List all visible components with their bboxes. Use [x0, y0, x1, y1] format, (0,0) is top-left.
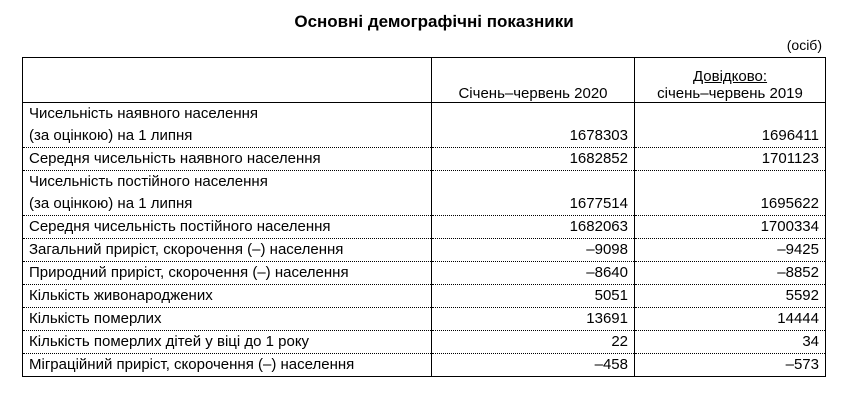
table-row: [23, 308, 826, 331]
value-2019: 34: [635, 331, 826, 354]
value-2020: 13691: [432, 308, 635, 331]
units-label: (осіб): [786, 37, 822, 53]
table-row: [23, 354, 826, 377]
value-2019: –573: [635, 354, 826, 377]
header-indicator: [23, 58, 432, 103]
row-label-line2: (за оцінкою) на 1 липня: [29, 127, 193, 144]
value-2019: 1695622: [635, 171, 826, 216]
table-row: [23, 262, 826, 285]
value-2019: 1696411: [635, 103, 826, 148]
document-title: Основні демографічні показники: [294, 12, 574, 31]
value-2020: –8640: [432, 262, 635, 285]
header-2019-reference-label: Довідково:: [692, 68, 768, 85]
row-label: Міграційний приріст, скорочення (–) населення: [23, 354, 432, 377]
row-label: Загальний приріст, скорочення (–) населення: [23, 239, 432, 262]
table-row: [23, 171, 826, 216]
row-label: Кількість померлих дітей у віці до 1 року: [23, 331, 432, 354]
value-2019: 5592: [635, 285, 826, 308]
value-2019: 1701123: [635, 148, 826, 171]
row-label: Кількість живонароджених: [23, 285, 432, 308]
value-2019: 14444: [635, 308, 826, 331]
value-2020: 1682063: [432, 216, 635, 239]
value-2020: 1677514: [432, 171, 635, 216]
value-2020: 5051: [432, 285, 635, 308]
header-2019-period: січень–червень 2019: [657, 85, 803, 102]
row-label-line1: Чисельність наявного населення: [29, 105, 259, 122]
table-row: [23, 103, 826, 148]
value-2020: 1682852: [432, 148, 635, 171]
demographics-table: [22, 57, 826, 377]
value-2019: –9425: [635, 239, 826, 262]
value-2020: –9098: [432, 239, 635, 262]
header-2020: Січень–червень 2020: [432, 58, 635, 103]
value-2020: –458: [432, 354, 635, 377]
table-row: [23, 331, 826, 354]
header-2019: [635, 58, 826, 103]
row-label: Середня чисельність наявного населення: [23, 148, 432, 171]
value-2020: 1678303: [432, 103, 635, 148]
row-label-line1: Чисельність постійного населення: [29, 173, 268, 190]
row-label: Середня чисельність постійного населення: [23, 216, 432, 239]
value-2019: –8852: [635, 262, 826, 285]
row-label: [23, 103, 432, 148]
table-row: [23, 239, 826, 262]
row-label-line2: (за оцінкою) на 1 липня: [29, 195, 193, 212]
row-label: Природний приріст, скорочення (–) населення: [23, 262, 432, 285]
table-header-row: [23, 58, 826, 103]
table-row: [23, 285, 826, 308]
row-label: Кількість померлих: [23, 308, 432, 331]
value-2019: 1700334: [635, 216, 826, 239]
row-label: [23, 171, 432, 216]
table-row: [23, 148, 826, 171]
value-2020: 22: [432, 331, 635, 354]
table-row: [23, 216, 826, 239]
